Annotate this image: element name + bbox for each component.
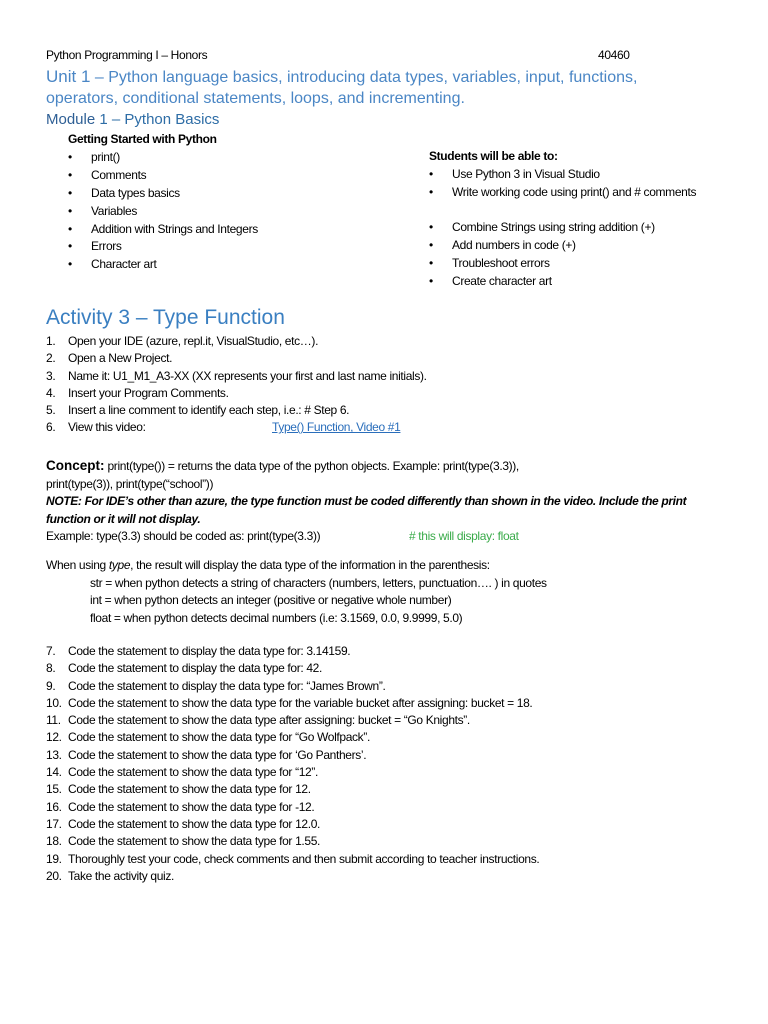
topic-label: Comments — [91, 167, 147, 182]
task-text: Code the statement to show the data type for 1.55. — [68, 834, 321, 849]
topics-list — [68, 149, 258, 274]
bullet-icon: • — [68, 150, 72, 164]
task-number: 17. — [46, 816, 62, 831]
task-number: 19. — [46, 851, 62, 866]
step-text: Insert a line comment to identify each step, i.e.: # Step 6. — [68, 403, 350, 418]
task-text: Code the statement to show the data type for the variable bucket after assigning: bucket = 18. — [68, 695, 533, 710]
intro-text: , the result will display the data type of the information in the parenthesis: — [130, 558, 490, 572]
step-text: View this video: — [68, 420, 146, 435]
task-text: Code the statement to show the data type for “12”. — [68, 765, 318, 780]
list-item — [68, 221, 258, 239]
example-line — [46, 528, 726, 546]
task-number: 7. — [46, 644, 56, 658]
unit-heading — [46, 66, 706, 109]
list-item — [46, 350, 427, 367]
list-item — [46, 799, 539, 816]
step-number: 6. — [46, 420, 56, 435]
video-link[interactable]: Type() Function, Video #1 — [272, 420, 401, 435]
list-item — [46, 781, 539, 798]
task-text: Code the statement to show the data type after assigning: bucket = “Go Knights”. — [68, 713, 470, 728]
task-number: 12. — [46, 730, 62, 745]
bullet-icon: • — [429, 273, 433, 288]
bullet-icon: • — [68, 239, 72, 254]
task-number: 8. — [46, 661, 56, 676]
list-item — [46, 695, 539, 712]
module-description: 1 – Python Basics — [95, 111, 220, 128]
list-item — [46, 419, 427, 436]
concept-line — [46, 457, 726, 476]
task-text: Code the statement to display the data type for: 3.14159. — [68, 644, 351, 658]
list-item — [46, 660, 539, 677]
topic-label: Errors — [91, 239, 122, 254]
step-text: Name it: U1_M1_A3-XX (XX represents your first and last name initials). — [68, 368, 427, 383]
bullet-icon: • — [429, 184, 433, 199]
getting-started-title: Getting Started with Python — [68, 132, 217, 146]
concept-line-2: print(type(3)), print(type(“school”)) — [46, 476, 214, 491]
task-number: 11. — [46, 713, 61, 728]
example-text: Example: type(3.3) should be coded as: print(type(3.3)) — [46, 529, 321, 543]
course-title: Python Programming I – Honors — [46, 48, 208, 62]
task-number: 20. — [46, 868, 62, 883]
bullet-icon: • — [68, 203, 72, 218]
list-item — [46, 643, 539, 660]
task-number: 18. — [46, 834, 62, 849]
activity-title: Activity 3 – Type Function — [46, 306, 285, 329]
bullet-icon: • — [68, 257, 72, 272]
topic-label: Addition with Strings and Integers — [91, 221, 258, 236]
module-label: Module — [46, 111, 96, 128]
intro-emphasis: type — [108, 558, 131, 572]
list-item — [46, 368, 427, 385]
task-text: Code the statement to display the data type for: “James Brown”. — [68, 678, 386, 693]
concept-label: Concept: — [46, 458, 105, 473]
list-item — [46, 678, 539, 695]
task-number: 9. — [46, 678, 56, 693]
course-code: 40460 — [598, 48, 630, 62]
list-item — [429, 255, 699, 273]
type-info-block — [46, 557, 726, 627]
list-item — [429, 184, 699, 219]
int-definition: int = when python detects an integer (positive or negative whole number) — [90, 593, 452, 607]
list-item — [68, 238, 258, 256]
note-text: NOTE: For IDE’s other than azure, the type function must be coded differently than shown in the video. Include the print function or it will not display. — [46, 494, 687, 526]
task-text: Code the statement to show the data type for 12.0. — [68, 816, 321, 831]
list-item — [46, 851, 539, 868]
intro-text: When using — [46, 558, 109, 572]
bullet-icon: • — [429, 237, 433, 252]
float-definition: float = when python detects decimal numbers (i.e: 3.1569, 0.0, 9.9999, 5.0) — [90, 610, 463, 625]
list-item — [429, 273, 699, 291]
tasks-list — [46, 643, 539, 885]
task-text: Take the activity quiz. — [68, 868, 175, 883]
list-item — [429, 219, 699, 237]
list-item — [68, 149, 258, 167]
topic-label: print() — [91, 150, 120, 164]
step-number: 4. — [46, 385, 56, 400]
task-number: 10. — [46, 695, 62, 710]
step-number: 5. — [46, 403, 56, 418]
objective-label: Write working code using print() and # comments — [452, 184, 697, 199]
list-item — [429, 237, 699, 255]
step-number: 2. — [46, 351, 56, 366]
bullet-icon: • — [68, 167, 72, 182]
step-text: Open your IDE (azure, repl.it, VisualStudio, etc…). — [68, 334, 319, 348]
topic-label: Character art — [91, 257, 157, 272]
objective-label: Create character art — [452, 273, 552, 288]
task-text: Code the statement to show the data type for 12. — [68, 782, 311, 797]
list-item — [68, 167, 258, 185]
task-text: Code the statement to display the data type for: 42. — [68, 661, 322, 676]
step-text: Open a New Project. — [68, 351, 173, 366]
module-heading — [46, 111, 219, 128]
list-item — [68, 185, 258, 203]
topic-label: Variables — [91, 203, 137, 218]
list-item — [46, 868, 539, 885]
list-item — [46, 833, 539, 850]
type-intro — [46, 557, 726, 575]
bullet-icon: • — [429, 255, 433, 270]
bullet-icon: • — [429, 219, 433, 234]
task-number: 16. — [46, 799, 62, 814]
objective-label: Troubleshoot errors — [452, 255, 550, 270]
list-item — [429, 166, 699, 184]
list-item — [46, 333, 427, 350]
unit-description: – Python language basics, introducing data types, variables, input, functions, operators, conditional statements, loops, and incrementing. — [46, 69, 638, 107]
task-text: Code the statement to show the data type for -12. — [68, 799, 315, 814]
bullet-icon: • — [68, 185, 72, 200]
task-text: Code the statement to show the data type for ‘Go Panthers’. — [68, 747, 367, 762]
list-item — [68, 256, 258, 274]
step-number: 1. — [46, 334, 56, 348]
objectives-title: Students will be able to: — [429, 149, 558, 163]
list-item — [46, 385, 427, 402]
objective-label: Add numbers in code (+) — [452, 237, 576, 252]
list-item — [46, 816, 539, 833]
task-number: 13. — [46, 747, 62, 762]
str-definition: str = when python detects a string of characters (numbers, letters, punctuation…. ) in quotes — [90, 575, 547, 590]
example-comment: # this will display: float — [409, 529, 519, 543]
list-item — [46, 764, 539, 781]
step-text: Insert your Program Comments. — [68, 385, 229, 400]
list-item — [68, 203, 258, 221]
topic-label: Data types basics — [91, 185, 180, 200]
task-number: 14. — [46, 765, 62, 780]
concept-text: print(type()) = returns the data type of the python objects. Example: print(type(3.3)), — [104, 459, 519, 473]
list-item — [46, 747, 539, 764]
bullet-icon: • — [68, 221, 72, 236]
list-item — [46, 729, 539, 746]
bullet-icon: • — [429, 167, 433, 181]
task-text: Code the statement to show the data type for “Go Wolfpack”. — [68, 730, 370, 745]
steps-list — [46, 333, 427, 437]
objective-label: Use Python 3 in Visual Studio — [452, 167, 600, 181]
task-text: Thoroughly test your code, check comments and then submit according to teacher instructions. — [68, 851, 540, 866]
objective-label: Combine Strings using string addition (+) — [452, 219, 655, 234]
list-item — [46, 712, 539, 729]
list-item — [46, 402, 427, 419]
unit-label: Unit 1 — [46, 67, 91, 86]
concept-block — [46, 457, 726, 546]
page-header — [46, 48, 646, 64]
step-number: 3. — [46, 368, 56, 383]
task-number: 15. — [46, 782, 62, 797]
objectives-list — [429, 166, 699, 290]
